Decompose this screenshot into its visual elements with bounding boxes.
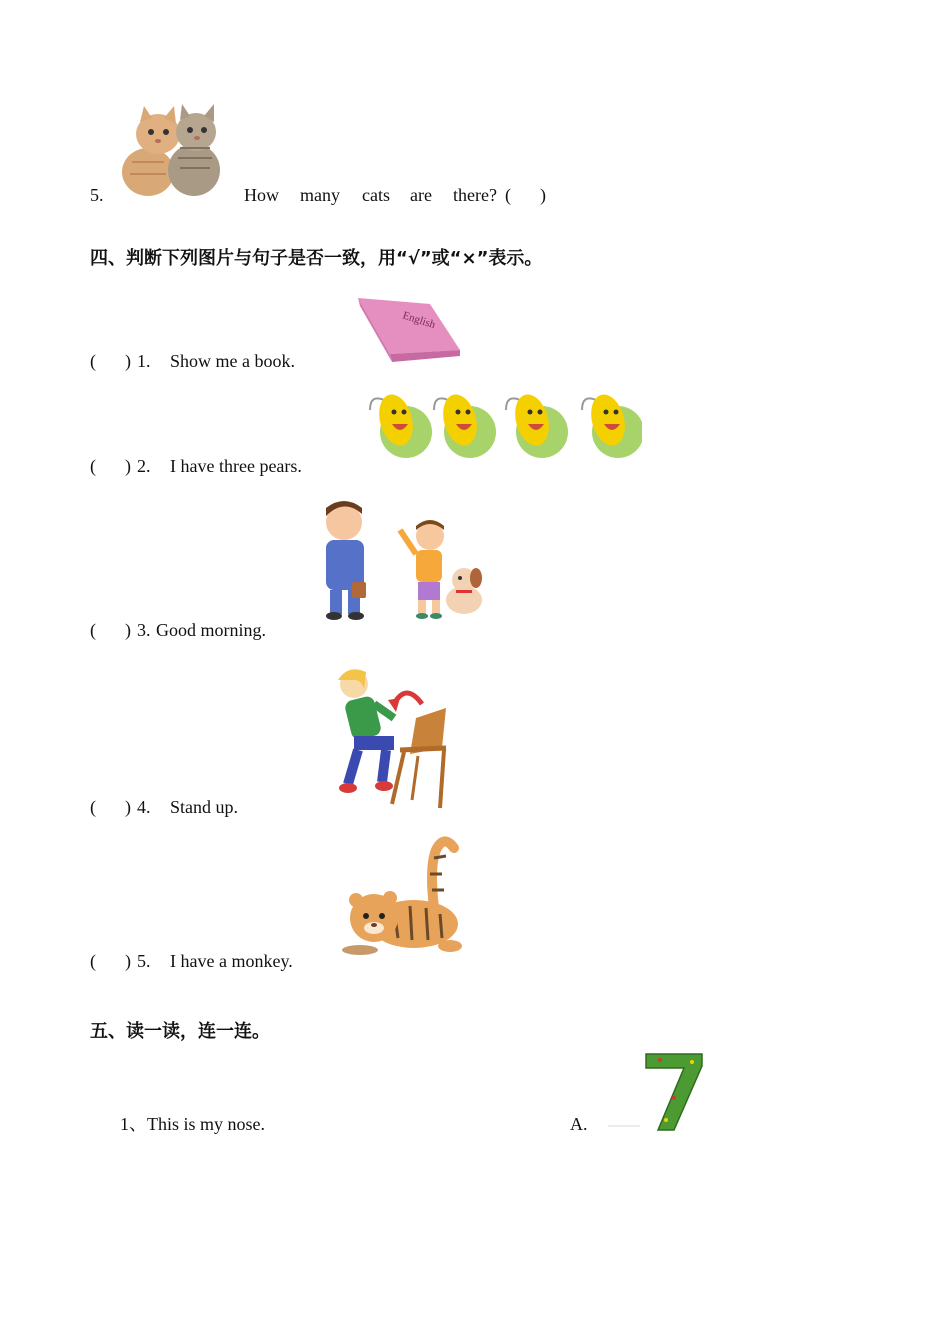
s4-item3-number: 3. xyxy=(137,620,151,640)
green-seven-icon xyxy=(608,1052,708,1134)
q5-word-cats: cats xyxy=(362,185,390,205)
q5-answer-open-paren[interactable]: ( xyxy=(505,185,511,205)
s4-item4-sentence: Stand up. xyxy=(170,797,239,817)
s4-item1-number: 1. xyxy=(137,351,151,371)
q5-answer-close-paren[interactable]: ) xyxy=(540,185,546,205)
q5-word-are: are xyxy=(410,185,432,205)
s4-item2-number: 2. xyxy=(137,456,151,476)
s4-item4-close-paren[interactable]: ) xyxy=(125,797,131,817)
section4-title: 四、判断下列图片与句子是否一致，用“√”或“×”表示。 xyxy=(90,248,543,269)
cats-photo xyxy=(118,102,222,198)
s4-item5-open-paren[interactable]: ( xyxy=(90,951,96,971)
q5-word-how: How xyxy=(244,185,279,205)
q5-word-many: many xyxy=(300,185,340,205)
s4-item5-close-paren[interactable]: ) xyxy=(125,951,131,971)
s4-item3-close-paren[interactable]: ) xyxy=(125,620,131,640)
q5-word-there: there? xyxy=(453,185,497,205)
s4-item2-close-paren[interactable]: ) xyxy=(125,456,131,476)
corn-cartoon-icon xyxy=(506,391,568,458)
s4-item2-open-paren[interactable]: ( xyxy=(90,456,96,476)
corn-cartoon-icon xyxy=(370,391,432,458)
s4-item1-close-paren[interactable]: ) xyxy=(125,351,131,371)
corn-cartoon-group xyxy=(360,390,642,464)
s4-item4-number: 4. xyxy=(137,797,151,817)
s5-right-item-a-label: A. xyxy=(570,1114,588,1134)
s4-item1-open-paren[interactable]: ( xyxy=(90,351,96,371)
book-label: English xyxy=(401,309,437,332)
corn-cartoon-icon xyxy=(582,391,642,458)
s5-left-item-1: 1、This is my nose. xyxy=(120,1114,266,1134)
section5-title: 五、读一读，连一连。 xyxy=(90,1021,270,1042)
s4-item3-sentence: Good morning. xyxy=(156,620,266,640)
s4-item5-sentence: I have a monkey. xyxy=(170,951,293,971)
s4-item2-sentence: I have three pears. xyxy=(170,456,302,476)
corn-cartoon-icon xyxy=(434,391,496,458)
person-sitting-chair-icon xyxy=(334,664,452,812)
s4-item3-open-paren[interactable]: ( xyxy=(90,620,96,640)
s4-item4-open-paren[interactable]: ( xyxy=(90,797,96,817)
q5-number: 5. xyxy=(90,185,104,205)
tiger-icon xyxy=(340,830,470,966)
family-waving-icon xyxy=(312,500,488,626)
pink-book-icon xyxy=(356,296,462,366)
s4-item1-sentence: Show me a book. xyxy=(170,351,295,371)
s4-item5-number: 5. xyxy=(137,951,151,971)
